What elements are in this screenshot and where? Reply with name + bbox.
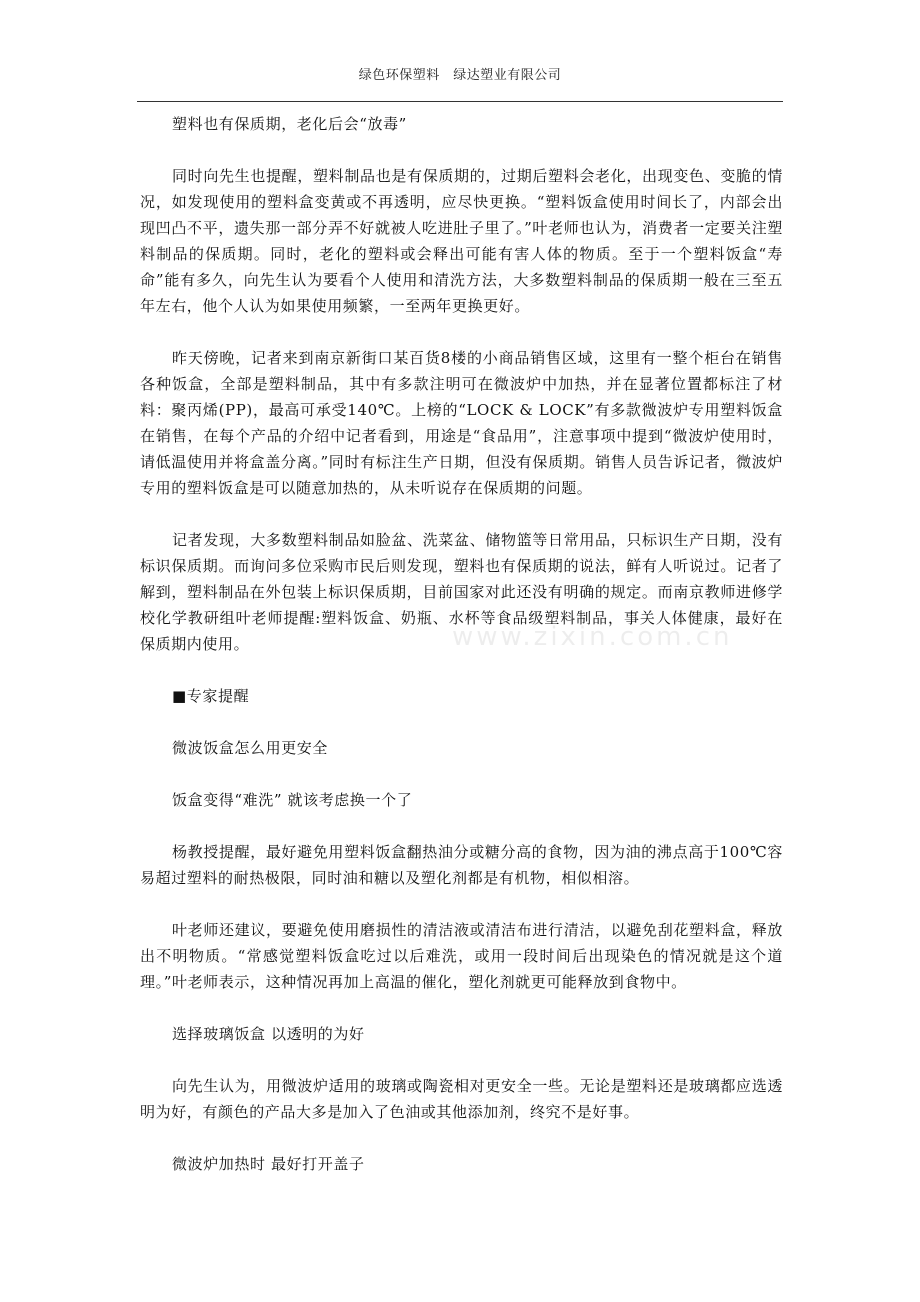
- body-paragraph: 杨教授提醒，最好避免用塑料饭盒翻热油分或糖分高的食物，因为油的沸点高于100℃容易超过塑料的耐热极限，同时油和糖以及塑化剂都是有机物，相似相溶。: [140, 843, 783, 887]
- body-paragraph: 同时向先生也提醒，塑料制品也是有保质期的，过期后塑料会老化，出现变色、变脆的情况，如发现使用的塑料盒变黄或不再透明，应尽快更换。“塑料饭盒使用时间长了，内部会出现凹凸不平，遗失那一部分弄不好就被人吃进肚子里了。”叶老师也认为，消费者一定要关注塑料制品的保质期。同时，老化的塑料或会释出可能有害人体的物质。至于一个塑料饭盒“寿命”能有多久，向先生认为要看个人使用和清洗方法，大多数塑料制品的保质期一般在三至五年左右，他个人认为如果使用频繁，一至两年更换更好。: [140, 167, 783, 315]
- body-paragraph: 叶老师还建议，要避免使用磨损性的清洁液或清洁布进行清洁，以避免刮花塑料盒，释放出不明物质。“常感觉塑料饭盒吃过以后难洗，或用一段时间后出现染色的情况就是这个道理。”叶老师表示，这种情况再加上高温的催化，塑化剂就更可能释放到食物中。: [140, 921, 783, 991]
- article-body: [140, 111, 783, 1177]
- subheading: 微波饭盒怎么用更安全: [172, 739, 329, 757]
- header-rule: [137, 101, 783, 102]
- page-header: 绿色环保塑料 绿达塑业有限公司: [358, 68, 562, 83]
- body-paragraph: 记者发现，大多数塑料制品如脸盆、洗菜盆、储物篮等日常用品，只标识生产日期，没有标识保质期。而询问多位采购市民后则发现，塑料也有保质期的说法，鲜有人听说过。记者了解到，塑料制品在外包装上标识保质期，目前国家对此还没有明确的规定。而南京教师进修学校化学教研组叶老师提醒:塑料饭盒、奶瓶、水杯等食品级塑料制品，事关人体健康，最好在保质期内使用。: [140, 531, 783, 653]
- subheading: 饭盒变得“难洗” 就该考虑换一个了: [172, 791, 413, 809]
- subheading: 选择玻璃饭盒 以透明的为好: [172, 1025, 365, 1043]
- subheading: 微波炉加热时 最好打开盖子: [172, 1155, 365, 1173]
- body-paragraph: 昨天傍晚，记者来到南京新街口某百货8楼的小商品销售区域，这里有一整个柜台在销售各种饭盒，全部是塑料制品，其中有多款注明可在微波炉中加热，并在显著位置都标注了材料：聚丙烯(PP)，最高可承受140℃。上榜的“LOCK & LOCK”有多款微波炉专用塑料饭盒在销售，在每个产品的介绍中记者看到，用途是“食品用”，注意事项中提到“微波炉使用时，请低温使用并将盒盖分离。”同时有标注生产日期，但没有保质期。销售人员告诉记者，微波炉专用的塑料饭盒是可以随意加热的，从未听说存在保质期的问题。: [140, 349, 783, 497]
- section-heading: ■专家提醒: [172, 687, 250, 705]
- body-paragraph: 向先生认为，用微波炉适用的玻璃或陶瓷相对更安全一些。无论是塑料还是玻璃都应选透明为好，有颜色的产品大多是加入了色油或其他添加剂，终究不是好事。: [140, 1077, 783, 1121]
- watermark: www.zixin.com.cn: [452, 622, 733, 652]
- section-heading: 塑料也有保质期，老化后会“放毒”: [172, 115, 407, 133]
